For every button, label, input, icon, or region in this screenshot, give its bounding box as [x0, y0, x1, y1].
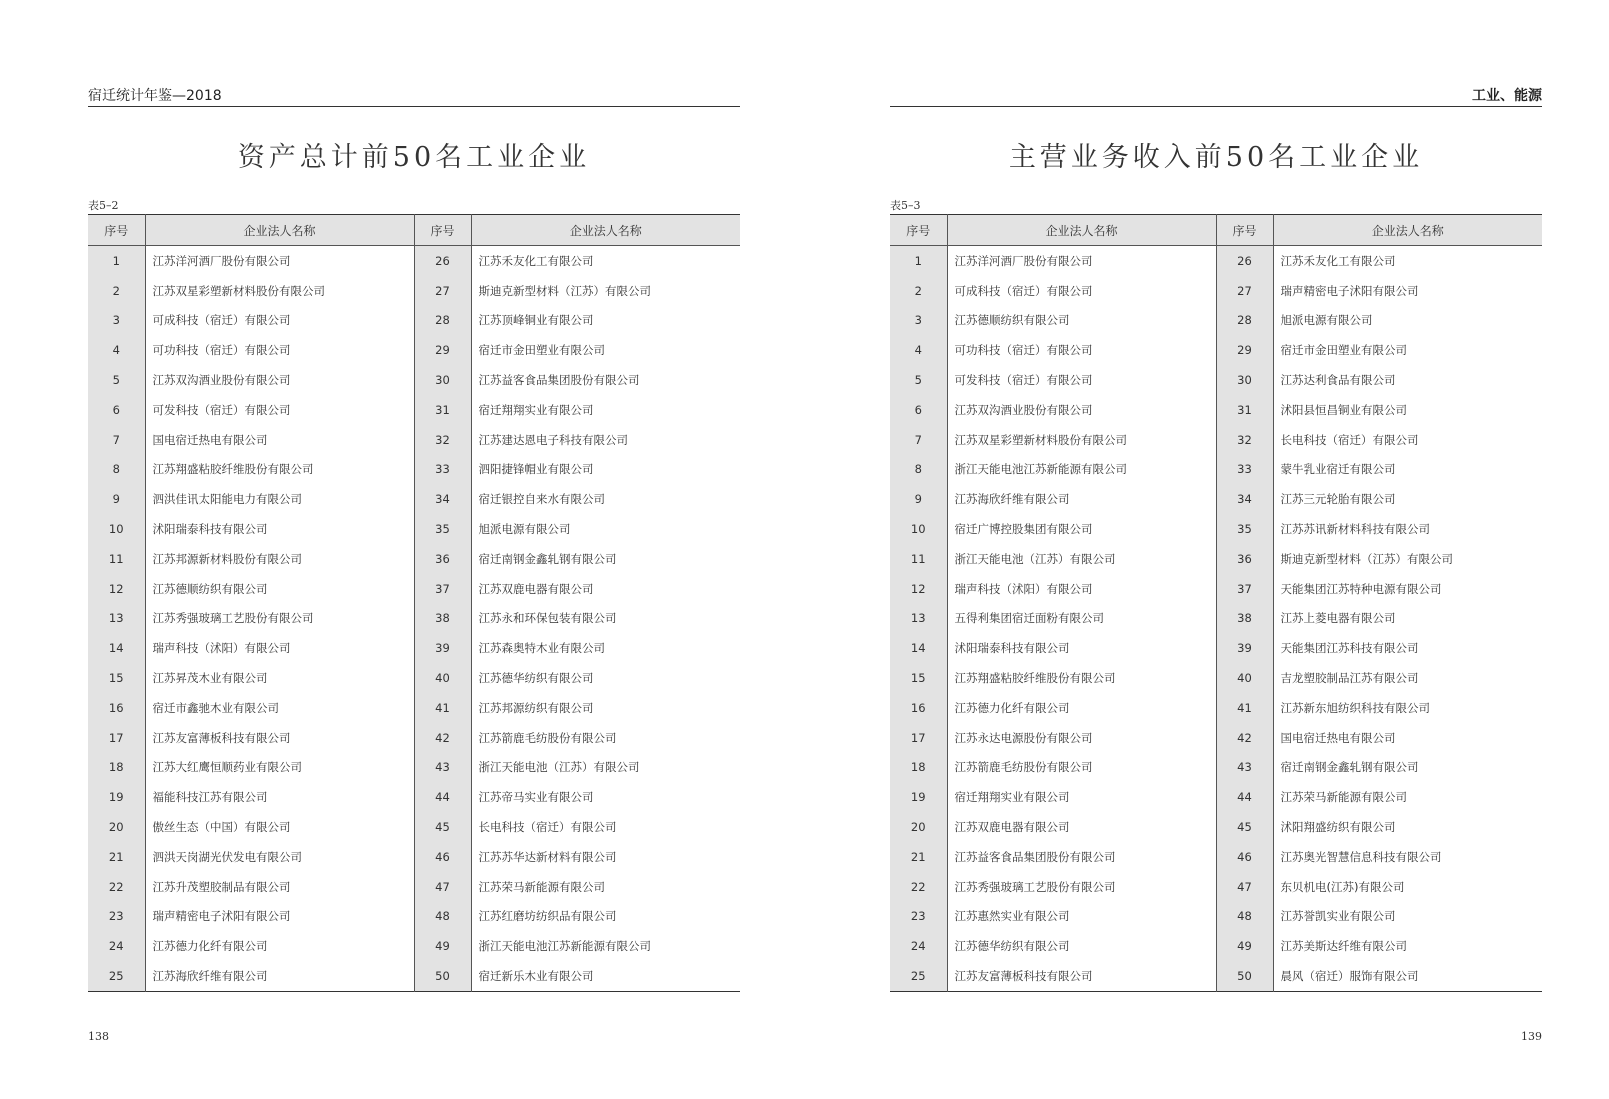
rank-number: 29: [414, 335, 471, 365]
company-name: 沭阳瑞泰科技有限公司: [947, 633, 1216, 663]
page-title: 资产总计前50名工业企业: [237, 142, 591, 173]
table-row: [88, 842, 740, 872]
company-name: 宿迁广博控股集团有限公司: [947, 514, 1216, 544]
company-name: 浙江天能电池江苏新能源有限公司: [947, 455, 1216, 485]
header-seq: 序号: [88, 215, 145, 246]
company-name: 可功科技（宿迁）有限公司: [947, 335, 1216, 365]
company-name: 江苏帝马实业有限公司: [471, 782, 740, 812]
table-row: [88, 544, 740, 574]
rank-number: 17: [88, 723, 145, 753]
rank-number: 21: [890, 842, 947, 872]
company-name: 瑞声科技（沭阳）有限公司: [947, 574, 1216, 604]
table-row: [890, 246, 1542, 276]
company-name: 江苏秀强玻璃工艺股份有限公司: [145, 604, 414, 634]
company-name: 泗阳捷锋帽业有限公司: [471, 455, 740, 485]
rank-number: 42: [414, 723, 471, 753]
company-name: 瑞声精密电子沭阳有限公司: [145, 902, 414, 932]
rank-number: 32: [414, 425, 471, 455]
company-name: 可发科技（宿迁）有限公司: [145, 395, 414, 425]
table-row: [88, 246, 740, 276]
page-title: 主营业务收入前50名工业企业: [1008, 142, 1424, 173]
company-name: 沭阳县恒昌铜业有限公司: [1273, 395, 1542, 425]
table-row: [890, 514, 1542, 544]
company-name: 福能科技江苏有限公司: [145, 782, 414, 812]
company-name: 江苏益客食品集团股份有限公司: [471, 365, 740, 395]
company-name: 江苏友富薄板科技有限公司: [947, 961, 1216, 991]
table-row: [88, 723, 740, 753]
rank-number: 34: [414, 484, 471, 514]
rank-number: 13: [88, 604, 145, 634]
table-row: [890, 395, 1542, 425]
rank-number: 18: [890, 753, 947, 783]
rank-number: 39: [414, 633, 471, 663]
table-row: [88, 365, 740, 395]
table-row: [88, 961, 740, 991]
rank-number: 45: [1216, 812, 1273, 842]
rank-number: 29: [1216, 335, 1273, 365]
rank-number: 41: [1216, 693, 1273, 723]
company-name: 江苏达利食品有限公司: [1273, 365, 1542, 395]
company-name: 江苏永达电源股份有限公司: [947, 723, 1216, 753]
rank-number: 47: [1216, 872, 1273, 902]
rank-number: 31: [414, 395, 471, 425]
company-name: 江苏翔盛粘胶纤维股份有限公司: [947, 663, 1216, 693]
company-name: 江苏上菱电器有限公司: [1273, 604, 1542, 634]
rank-number: 16: [890, 693, 947, 723]
company-name: 江苏大红鹰恒顺药业有限公司: [145, 753, 414, 783]
rank-number: 3: [88, 306, 145, 336]
company-name: 可发科技（宿迁）有限公司: [947, 365, 1216, 395]
company-name: 长电科技（宿迁）有限公司: [471, 812, 740, 842]
rank-number: 9: [88, 484, 145, 514]
company-name: 江苏双鹿电器有限公司: [947, 812, 1216, 842]
company-name: 瑞声科技（沭阳）有限公司: [145, 633, 414, 663]
rank-number: 40: [414, 663, 471, 693]
table-row: [890, 335, 1542, 365]
company-name: 江苏荣马新能源有限公司: [471, 872, 740, 902]
table-number: 表5–2: [88, 199, 119, 212]
rank-number: 22: [88, 872, 145, 902]
table-row: [890, 902, 1542, 932]
table-row: [890, 753, 1542, 783]
rank-number: 43: [1216, 753, 1273, 783]
table-row: [88, 276, 740, 306]
rank-number: 4: [890, 335, 947, 365]
rank-number: 47: [414, 872, 471, 902]
company-name: 浙江天能电池江苏新能源有限公司: [471, 931, 740, 961]
company-name: 可成科技（宿迁）有限公司: [145, 306, 414, 336]
table-row: [890, 633, 1542, 663]
company-name: 傲丝生态（中国）有限公司: [145, 812, 414, 842]
company-name: 江苏苏讯新材料科技有限公司: [1273, 514, 1542, 544]
table-row: [890, 842, 1542, 872]
ranking-table: [88, 214, 740, 992]
company-name: 江苏德华纺织有限公司: [947, 931, 1216, 961]
rank-number: 2: [88, 276, 145, 306]
table-row: [890, 455, 1542, 485]
company-name: 可成科技（宿迁）有限公司: [947, 276, 1216, 306]
rank-number: 11: [88, 544, 145, 574]
rank-number: 24: [890, 931, 947, 961]
company-name: 江苏洋河酒厂股份有限公司: [947, 246, 1216, 276]
rank-number: 44: [1216, 782, 1273, 812]
company-name: 江苏邦源新材料股份有限公司: [145, 544, 414, 574]
rank-number: 23: [890, 902, 947, 932]
company-name: 瑞声精密电子沭阳有限公司: [1273, 276, 1542, 306]
rank-number: 19: [88, 782, 145, 812]
rank-number: 6: [88, 395, 145, 425]
table-row: [890, 663, 1542, 693]
table-row: [88, 455, 740, 485]
rank-number: 1: [890, 246, 947, 276]
table-row: [88, 812, 740, 842]
rank-number: 4: [88, 335, 145, 365]
rank-number: 8: [890, 455, 947, 485]
rank-number: 35: [414, 514, 471, 544]
rank-number: 23: [88, 902, 145, 932]
rank-number: 5: [88, 365, 145, 395]
company-name: 浙江天能电池（江苏）有限公司: [947, 544, 1216, 574]
table-row: [88, 782, 740, 812]
running-head: 工业、能源: [890, 86, 1542, 107]
company-name: 江苏德顺纺织有限公司: [145, 574, 414, 604]
company-name: 江苏洋河酒厂股份有限公司: [145, 246, 414, 276]
rank-number: 46: [414, 842, 471, 872]
rank-number: 33: [1216, 455, 1273, 485]
company-name: 沭阳瑞泰科技有限公司: [145, 514, 414, 544]
company-name: 江苏德力化纤有限公司: [947, 693, 1216, 723]
rank-number: 49: [414, 931, 471, 961]
rank-number: 36: [414, 544, 471, 574]
table-row: [88, 306, 740, 336]
rank-number: 50: [1216, 961, 1273, 991]
company-name: 江苏奥光智慧信息科技有限公司: [1273, 842, 1542, 872]
rank-number: 7: [88, 425, 145, 455]
rank-number: 40: [1216, 663, 1273, 693]
table-row: [890, 425, 1542, 455]
company-name: 长电科技（宿迁）有限公司: [1273, 425, 1542, 455]
rank-number: 27: [1216, 276, 1273, 306]
company-name: 江苏禾友化工有限公司: [471, 246, 740, 276]
company-name: 宿迁翔翔实业有限公司: [947, 782, 1216, 812]
rank-number: 41: [414, 693, 471, 723]
company-name: 江苏禾友化工有限公司: [1273, 246, 1542, 276]
rank-number: 34: [1216, 484, 1273, 514]
company-name: 江苏箭鹿毛纺股份有限公司: [471, 723, 740, 753]
rank-number: 12: [88, 574, 145, 604]
table-row: [890, 723, 1542, 753]
table-row: [890, 574, 1542, 604]
table-row: [890, 276, 1542, 306]
company-name: 宿迁南钢金鑫轧钢有限公司: [1273, 753, 1542, 783]
company-name: 天能集团江苏科技有限公司: [1273, 633, 1542, 663]
table-row: [88, 753, 740, 783]
rank-number: 20: [890, 812, 947, 842]
rank-number: 35: [1216, 514, 1273, 544]
rank-number: 10: [88, 514, 145, 544]
table-row: [88, 514, 740, 544]
table-row: [88, 574, 740, 604]
table-row: [890, 961, 1542, 991]
company-name: 宿迁市金田塑业有限公司: [1273, 335, 1542, 365]
rank-number: 9: [890, 484, 947, 514]
company-name: 江苏顶峰铜业有限公司: [471, 306, 740, 336]
company-name: 泗洪佳讯太阳能电力有限公司: [145, 484, 414, 514]
table-row: [88, 693, 740, 723]
rank-number: 8: [88, 455, 145, 485]
right-page: [890, 0, 1542, 1099]
company-name: 江苏惠然实业有限公司: [947, 902, 1216, 932]
company-name: 江苏德力化纤有限公司: [145, 931, 414, 961]
company-name: 江苏苏华达新材料有限公司: [471, 842, 740, 872]
rank-number: 48: [1216, 902, 1273, 932]
table-row: [88, 902, 740, 932]
rank-number: 16: [88, 693, 145, 723]
table-row: [88, 395, 740, 425]
rank-number: 14: [88, 633, 145, 663]
rank-number: 46: [1216, 842, 1273, 872]
table-row: [890, 484, 1542, 514]
company-name: 吉龙塑胶制品江苏有限公司: [1273, 663, 1542, 693]
rank-number: 39: [1216, 633, 1273, 663]
header-name: 企业法人名称: [471, 215, 740, 246]
table-row: [890, 931, 1542, 961]
rank-number: 19: [890, 782, 947, 812]
company-name: 宿迁新乐木业有限公司: [471, 961, 740, 991]
rank-number: 50: [414, 961, 471, 991]
table-row: [890, 872, 1542, 902]
rank-number: 42: [1216, 723, 1273, 753]
table-number: 表5–3: [890, 199, 921, 212]
table-row: [890, 604, 1542, 634]
company-name: 泗洪天岗湖光伏发电有限公司: [145, 842, 414, 872]
company-name: 江苏翔盛粘胶纤维股份有限公司: [145, 455, 414, 485]
company-name: 晨风（宿迁）服饰有限公司: [1273, 961, 1542, 991]
company-name: 江苏双沟酒业股份有限公司: [145, 365, 414, 395]
rank-number: 3: [890, 306, 947, 336]
table-header-row: [890, 215, 1542, 246]
rank-number: 5: [890, 365, 947, 395]
rank-number: 45: [414, 812, 471, 842]
ranking-table: [890, 214, 1542, 992]
company-name: 江苏双沟酒业股份有限公司: [947, 395, 1216, 425]
company-name: 江苏荣马新能源有限公司: [1273, 782, 1542, 812]
company-name: 江苏德顺纺织有限公司: [947, 306, 1216, 336]
rank-number: 26: [1216, 246, 1273, 276]
rank-number: 10: [890, 514, 947, 544]
company-name: 宿迁市鑫驰木业有限公司: [145, 693, 414, 723]
rank-number: 1: [88, 246, 145, 276]
company-name: 宿迁南钢金鑫轧钢有限公司: [471, 544, 740, 574]
left-page: [88, 0, 740, 1099]
company-name: 江苏升茂塑胶制品有限公司: [145, 872, 414, 902]
rank-number: 38: [414, 604, 471, 634]
company-name: 宿迁市金田塑业有限公司: [471, 335, 740, 365]
company-name: 江苏箭鹿毛纺股份有限公司: [947, 753, 1216, 783]
company-name: 江苏秀强玻璃工艺股份有限公司: [947, 872, 1216, 902]
company-name: 国电宿迁热电有限公司: [1273, 723, 1542, 753]
table-row: [88, 931, 740, 961]
table-row: [88, 335, 740, 365]
rank-number: 28: [414, 306, 471, 336]
rank-number: 20: [88, 812, 145, 842]
rank-number: 15: [890, 663, 947, 693]
rank-number: 43: [414, 753, 471, 783]
rank-number: 24: [88, 931, 145, 961]
company-name: 蒙牛乳业宿迁有限公司: [1273, 455, 1542, 485]
company-name: 江苏德华纺织有限公司: [471, 663, 740, 693]
company-name: 江苏双鹿电器有限公司: [471, 574, 740, 604]
company-name: 江苏海欣纤维有限公司: [947, 484, 1216, 514]
company-name: 江苏双星彩塑新材料股份有限公司: [145, 276, 414, 306]
table-row: [88, 663, 740, 693]
company-name: 宿迁翔翔实业有限公司: [471, 395, 740, 425]
company-name: 宿迁银控自来水有限公司: [471, 484, 740, 514]
rank-number: 30: [1216, 365, 1273, 395]
rank-number: 22: [890, 872, 947, 902]
rank-number: 14: [890, 633, 947, 663]
company-name: 浙江天能电池（江苏）有限公司: [471, 753, 740, 783]
table-row: [88, 633, 740, 663]
table-row: [890, 544, 1542, 574]
page-number: 139: [1521, 1030, 1542, 1043]
company-name: 江苏美斯达纤维有限公司: [1273, 931, 1542, 961]
table-row: [890, 693, 1542, 723]
header-name: 企业法人名称: [947, 215, 1216, 246]
company-name: 江苏海欣纤维有限公司: [145, 961, 414, 991]
company-name: 五得利集团宿迁面粉有限公司: [947, 604, 1216, 634]
running-head: 宿迁统计年鉴—2018: [88, 86, 740, 107]
company-name: 江苏红磨坊纺织品有限公司: [471, 902, 740, 932]
header-seq: 序号: [890, 215, 947, 246]
rank-number: 6: [890, 395, 947, 425]
company-name: 江苏昇茂木业有限公司: [145, 663, 414, 693]
table-row: [890, 306, 1542, 336]
company-name: 可功科技（宿迁）有限公司: [145, 335, 414, 365]
company-name: 江苏双星彩塑新材料股份有限公司: [947, 425, 1216, 455]
header-name: 企业法人名称: [1273, 215, 1542, 246]
company-name: 江苏新东旭纺织科技有限公司: [1273, 693, 1542, 723]
rank-number: 15: [88, 663, 145, 693]
company-name: 东贝机电(江苏)有限公司: [1273, 872, 1542, 902]
rank-number: 12: [890, 574, 947, 604]
rank-number: 36: [1216, 544, 1273, 574]
rank-number: 17: [890, 723, 947, 753]
company-name: 江苏益客食品集团股份有限公司: [947, 842, 1216, 872]
rank-number: 25: [88, 961, 145, 991]
rank-number: 49: [1216, 931, 1273, 961]
rank-number: 27: [414, 276, 471, 306]
company-name: 沭阳翔盛纺织有限公司: [1273, 812, 1542, 842]
header-name: 企业法人名称: [145, 215, 414, 246]
rank-number: 21: [88, 842, 145, 872]
company-name: 天能集团江苏特种电源有限公司: [1273, 574, 1542, 604]
rank-number: 48: [414, 902, 471, 932]
company-name: 江苏永和环保包装有限公司: [471, 604, 740, 634]
rank-number: 31: [1216, 395, 1273, 425]
rank-number: 32: [1216, 425, 1273, 455]
rank-number: 44: [414, 782, 471, 812]
page-number: 138: [88, 1030, 109, 1043]
company-name: 斯迪克新型材料（江苏）有限公司: [1273, 544, 1542, 574]
rank-number: 11: [890, 544, 947, 574]
rank-number: 13: [890, 604, 947, 634]
header-seq: 序号: [414, 215, 471, 246]
table-row: [890, 365, 1542, 395]
rank-number: 38: [1216, 604, 1273, 634]
table-row: [890, 782, 1542, 812]
company-name: 江苏友富薄板科技有限公司: [145, 723, 414, 753]
rank-number: 37: [414, 574, 471, 604]
rank-number: 37: [1216, 574, 1273, 604]
table-header-row: [88, 215, 740, 246]
company-name: 斯迪克新型材料（江苏）有限公司: [471, 276, 740, 306]
company-name: 旭派电源有限公司: [1273, 306, 1542, 336]
table-row: [890, 812, 1542, 842]
rank-number: 18: [88, 753, 145, 783]
rank-number: 30: [414, 365, 471, 395]
company-name: 江苏誉凯实业有限公司: [1273, 902, 1542, 932]
company-name: 江苏三元轮胎有限公司: [1273, 484, 1542, 514]
company-name: 江苏森奥特木业有限公司: [471, 633, 740, 663]
table-row: [88, 484, 740, 514]
rank-number: 26: [414, 246, 471, 276]
table-row: [88, 872, 740, 902]
table-row: [88, 425, 740, 455]
rank-number: 33: [414, 455, 471, 485]
rank-number: 2: [890, 276, 947, 306]
header-seq: 序号: [1216, 215, 1273, 246]
company-name: 江苏建达恩电子科技有限公司: [471, 425, 740, 455]
company-name: 旭派电源有限公司: [471, 514, 740, 544]
table-row: [88, 604, 740, 634]
company-name: 江苏邦源纺织有限公司: [471, 693, 740, 723]
company-name: 国电宿迁热电有限公司: [145, 425, 414, 455]
rank-number: 28: [1216, 306, 1273, 336]
rank-number: 7: [890, 425, 947, 455]
rank-number: 25: [890, 961, 947, 991]
